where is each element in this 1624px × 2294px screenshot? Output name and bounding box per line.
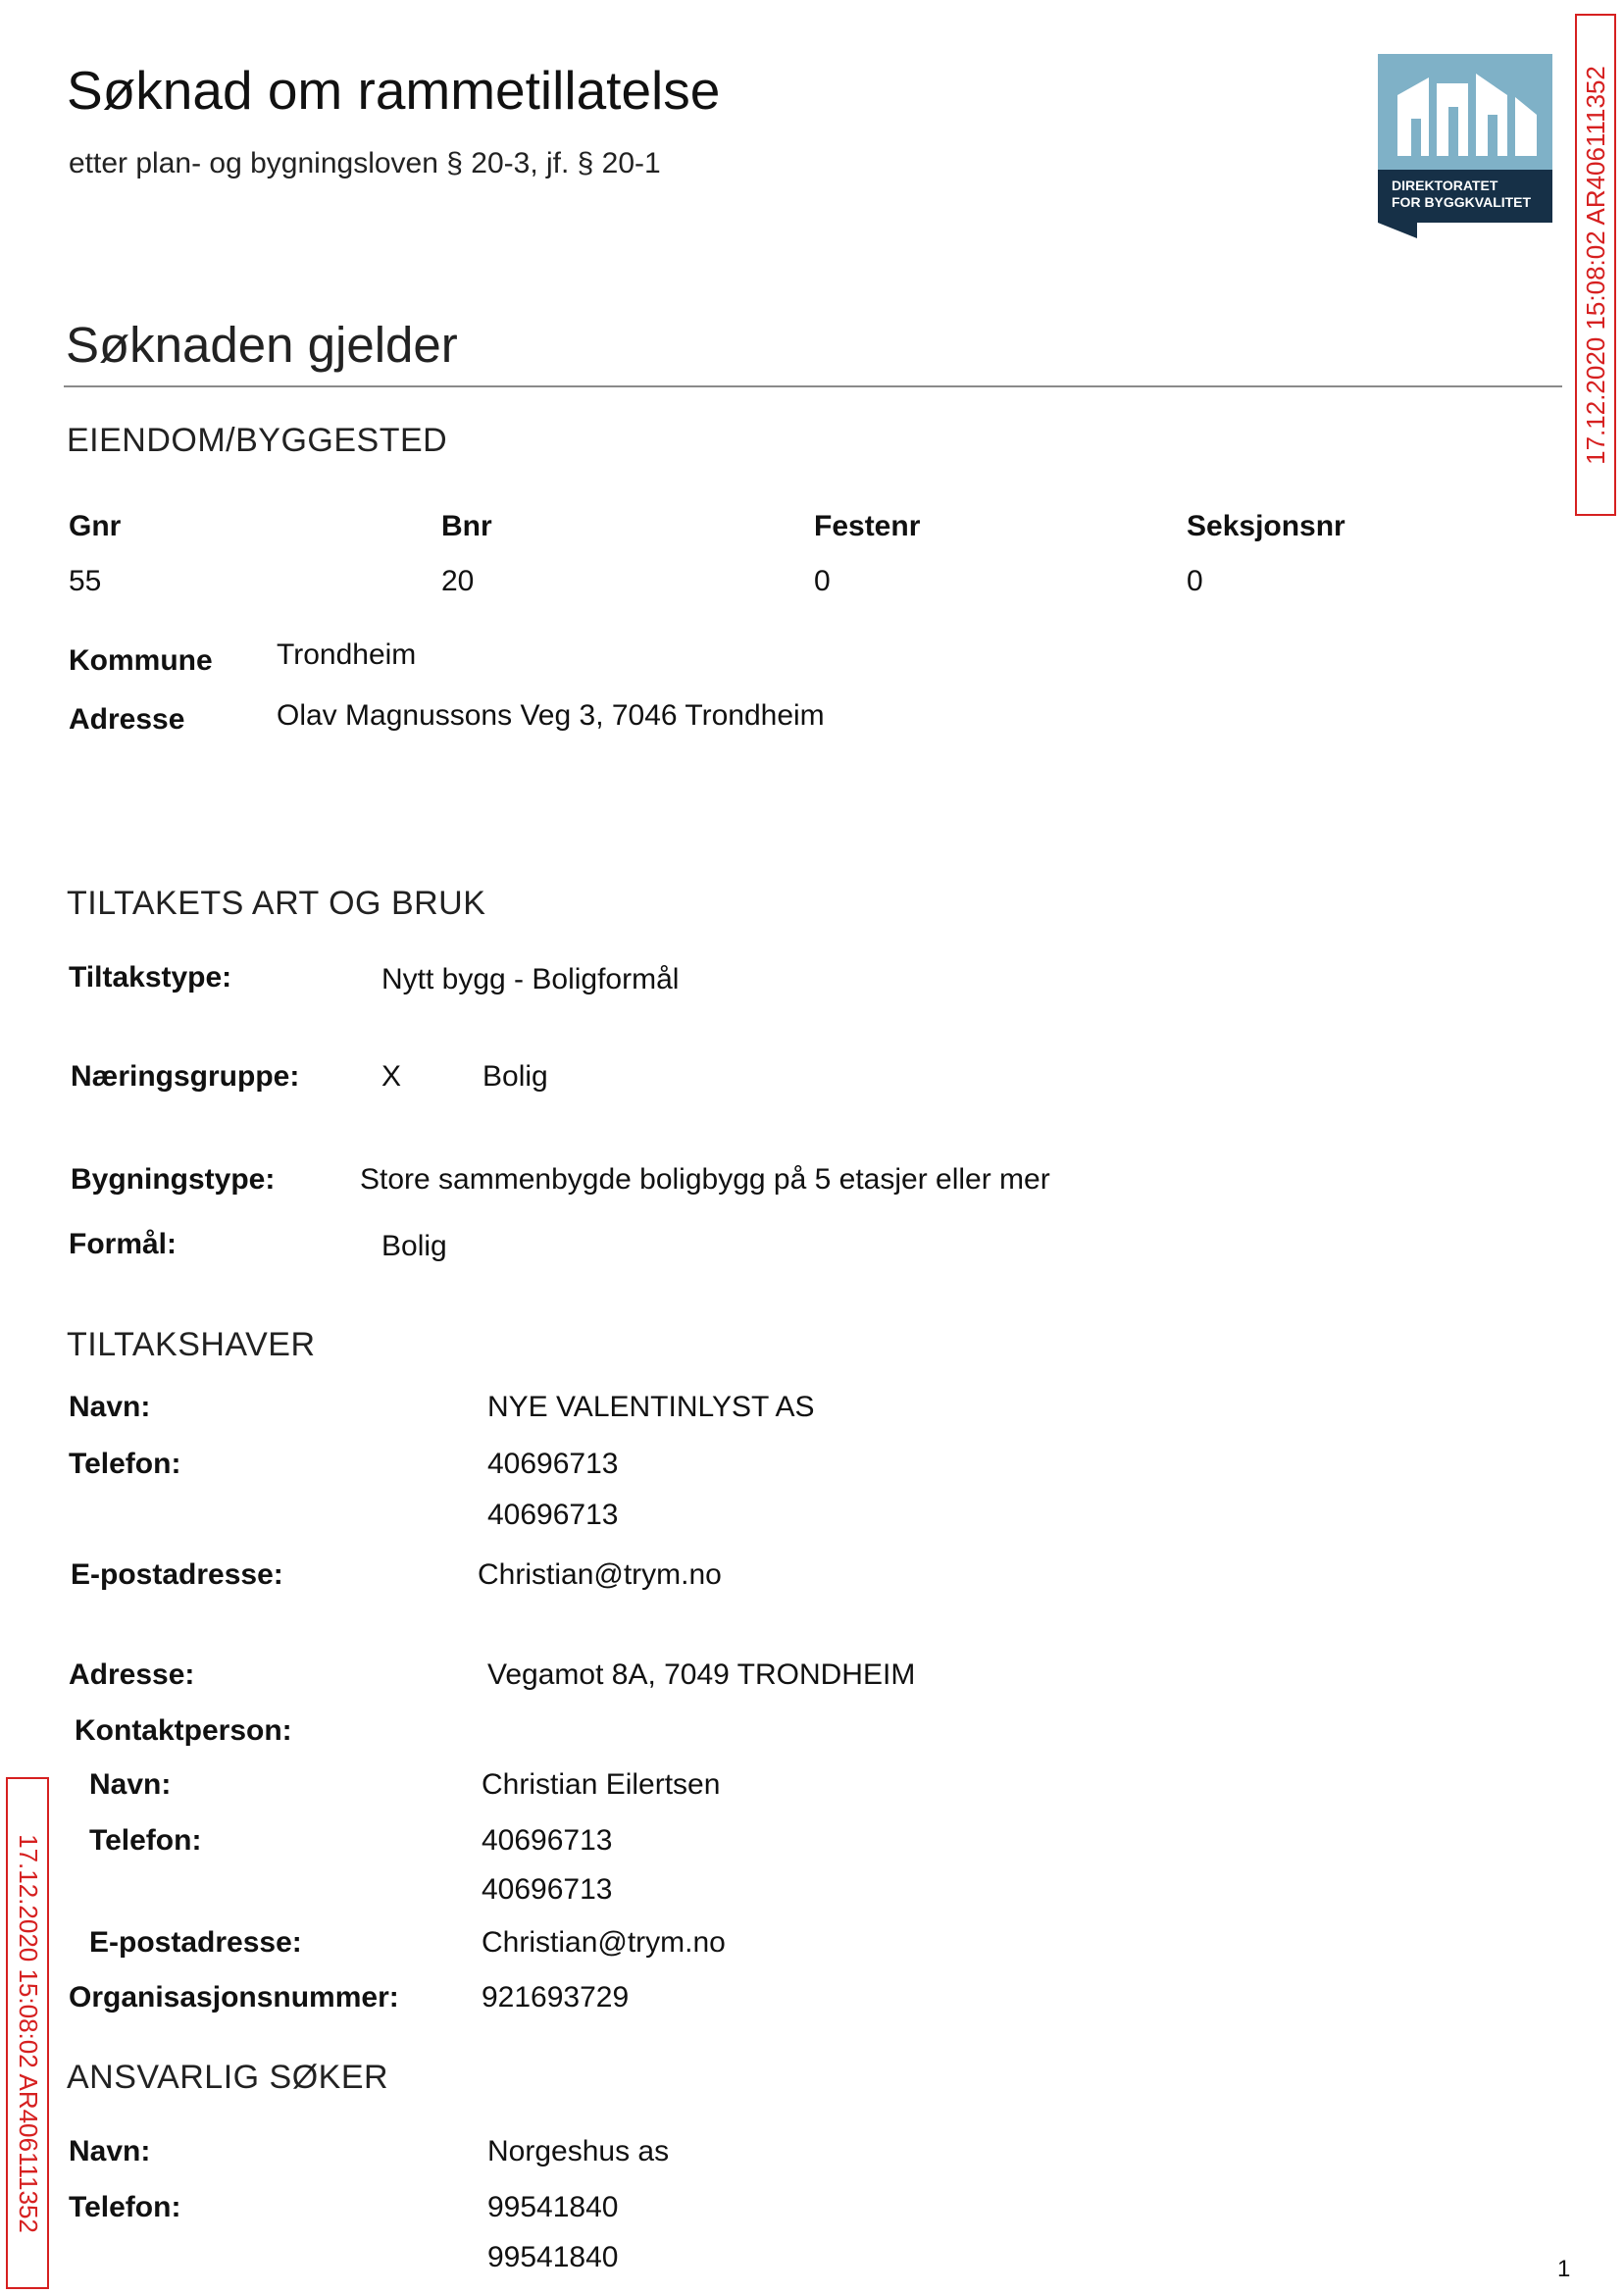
dibk-logo bbox=[1378, 54, 1552, 242]
label-soker-telefon: Telefon: bbox=[69, 2191, 181, 2223]
value-kommune: Trondheim bbox=[277, 638, 417, 671]
value-navn: NYE VALENTINLYST AS bbox=[487, 1391, 815, 1423]
value-soker-telefon-1: 99541840 bbox=[487, 2191, 619, 2223]
value-gnr: 55 bbox=[69, 565, 102, 597]
heading-ansvarlig-soker: ANSVARLIG SØKER bbox=[67, 2059, 389, 2096]
label-navn: Navn: bbox=[69, 1391, 151, 1423]
value-epost: Christian@trym.no bbox=[478, 1558, 722, 1591]
value-adresse: Olav Magnussons Veg 3, 7046 Trondheim bbox=[277, 699, 825, 732]
heading-eiendom: EIENDOM/BYGGESTED bbox=[67, 422, 448, 459]
value-soker-navn: Norgeshus as bbox=[487, 2135, 670, 2167]
value-kontakt-telefon-1: 40696713 bbox=[482, 1824, 613, 1857]
heading-tiltak: TILTAKETS ART OG BRUK bbox=[67, 885, 486, 922]
value-orgnr: 921693729 bbox=[482, 1981, 630, 2014]
label-gnr: Gnr bbox=[69, 510, 122, 542]
document-subtitle: etter plan- og bygningsloven § 20-3, jf. § 20-1 bbox=[69, 147, 661, 179]
value-telefon-1: 40696713 bbox=[487, 1448, 619, 1480]
timestamp-stamp-top: 17.12.2020 15:08:02 AR406111352 bbox=[1575, 14, 1616, 516]
value-kontakt-epost: Christian@trym.no bbox=[482, 1926, 726, 1959]
value-bnr: 20 bbox=[441, 565, 475, 597]
label-kontakt-telefon: Telefon: bbox=[89, 1824, 202, 1857]
section-title: Søknaden gjelder bbox=[66, 317, 458, 373]
value-kontakt-navn: Christian Eilertsen bbox=[482, 1768, 721, 1801]
document-title: Søknad om rammetillatelse bbox=[67, 60, 721, 121]
svg-text:FOR BYGGKVALITET: FOR BYGGKVALITET bbox=[1392, 194, 1532, 210]
label-tiltakstype: Tiltakstype: bbox=[69, 961, 232, 994]
label-epost: E-postadresse: bbox=[71, 1558, 283, 1591]
label-soker-navn: Navn: bbox=[69, 2135, 151, 2167]
label-seksjonsnr: Seksjonsnr bbox=[1187, 510, 1345, 542]
value-adresse-tiltakshaver: Vegamot 8A, 7049 TRONDHEIM bbox=[487, 1658, 916, 1691]
label-kontaktperson: Kontaktperson: bbox=[75, 1714, 292, 1747]
timestamp-stamp-left: 17.12.2020 15:08:02 AR406111352 bbox=[6, 1777, 49, 2289]
heading-tiltakshaver: TILTAKSHAVER bbox=[67, 1326, 316, 1363]
label-kommune: Kommune bbox=[69, 644, 213, 677]
label-adresse-tiltakshaver: Adresse: bbox=[69, 1658, 195, 1691]
label-festenr: Festenr bbox=[814, 510, 921, 542]
label-formal: Formål: bbox=[69, 1228, 178, 1260]
label-orgnr: Organisasjonsnummer: bbox=[69, 1981, 399, 2014]
svg-text:DIREKTORATET: DIREKTORATET bbox=[1392, 178, 1498, 193]
value-bygningstype: Store sammenbygde boligbygg på 5 etasjer eller mer bbox=[360, 1163, 1050, 1196]
value-tiltakstype: Nytt bygg - Boligformål bbox=[381, 963, 680, 995]
value-festenr: 0 bbox=[814, 565, 831, 597]
label-adresse: Adresse bbox=[69, 703, 185, 736]
label-bnr: Bnr bbox=[441, 510, 492, 542]
label-kontakt-navn: Navn: bbox=[89, 1768, 172, 1801]
value-seksjonsnr: 0 bbox=[1187, 565, 1203, 597]
page-number: 1 bbox=[1557, 2256, 1571, 2282]
value-naeringsgruppe-code: X bbox=[381, 1060, 402, 1093]
label-bygningstype: Bygningstype: bbox=[71, 1163, 276, 1196]
section-divider bbox=[64, 385, 1562, 387]
label-kontakt-epost: E-postadresse: bbox=[89, 1926, 302, 1959]
value-kontakt-telefon-2: 40696713 bbox=[482, 1873, 613, 1906]
label-naeringsgruppe: Næringsgruppe: bbox=[71, 1060, 300, 1093]
dibk-logo-icon bbox=[1378, 54, 1552, 242]
value-formal: Bolig bbox=[381, 1230, 447, 1262]
value-soker-telefon-2: 99541840 bbox=[487, 2241, 619, 2273]
value-telefon-2: 40696713 bbox=[487, 1499, 619, 1531]
value-naeringsgruppe: Bolig bbox=[482, 1060, 548, 1093]
label-telefon: Telefon: bbox=[69, 1448, 181, 1480]
